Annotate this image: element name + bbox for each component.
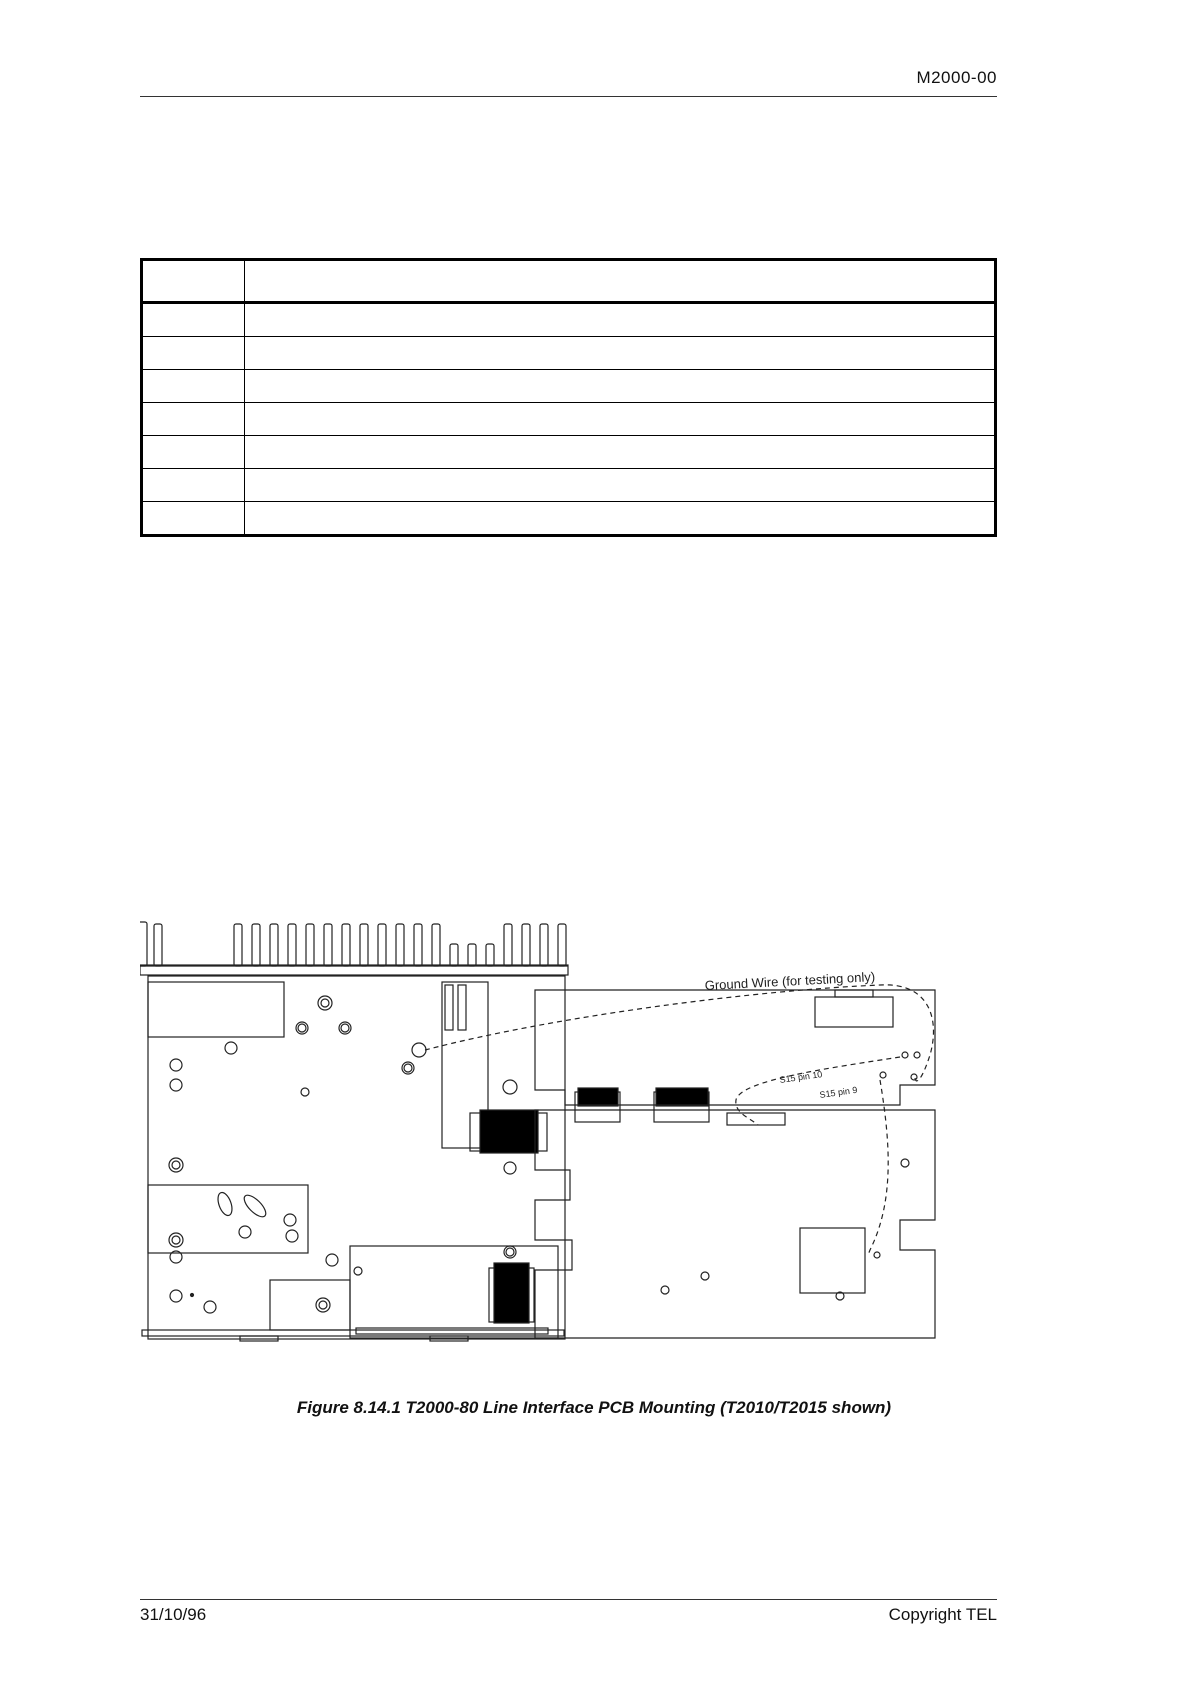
table-cell [142,303,245,337]
table-row [142,370,996,403]
table-cell [245,502,996,536]
table-cell [142,370,245,403]
footer-copyright: Copyright TEL [888,1605,997,1624]
document-id: M2000-00 [916,68,997,87]
table-row [142,502,996,536]
table-row [142,337,996,370]
table-cell [142,436,245,469]
table-cell [245,469,996,502]
figure-caption: Figure 8.14.1 T2000-80 Line Interface PCB Mounting (T2010/T2015 shown) [296,1398,892,1417]
table-row [142,469,996,502]
table-cell [142,469,245,502]
pcb-mounting-diagram [140,920,1010,1360]
footer-date: 31/10/96 [140,1605,207,1624]
table-header-row [142,260,996,303]
table-cell [245,303,996,337]
footer-rule [140,1599,997,1600]
pin-9-label: S15 pin 9 [818,1084,858,1100]
pin-10-label: S15 pin 10 [778,1069,823,1085]
heatsink [140,922,568,975]
table-cell [245,403,996,436]
connectors [470,1088,785,1323]
table-cell [142,403,245,436]
table-cell [245,436,996,469]
table-row [142,303,996,337]
table-row [142,403,996,436]
table-cell [142,260,245,303]
ground-wire-label: Ground Wire (for testing only) [704,969,876,993]
table-cell [245,370,996,403]
table-cell [245,337,996,370]
table-row [142,436,996,469]
table-cell [142,337,245,370]
header-rule [140,96,997,97]
table-cell [245,260,996,303]
line-interface-pcb [535,990,935,1338]
table-cell [142,502,245,536]
empty-table [140,258,997,537]
